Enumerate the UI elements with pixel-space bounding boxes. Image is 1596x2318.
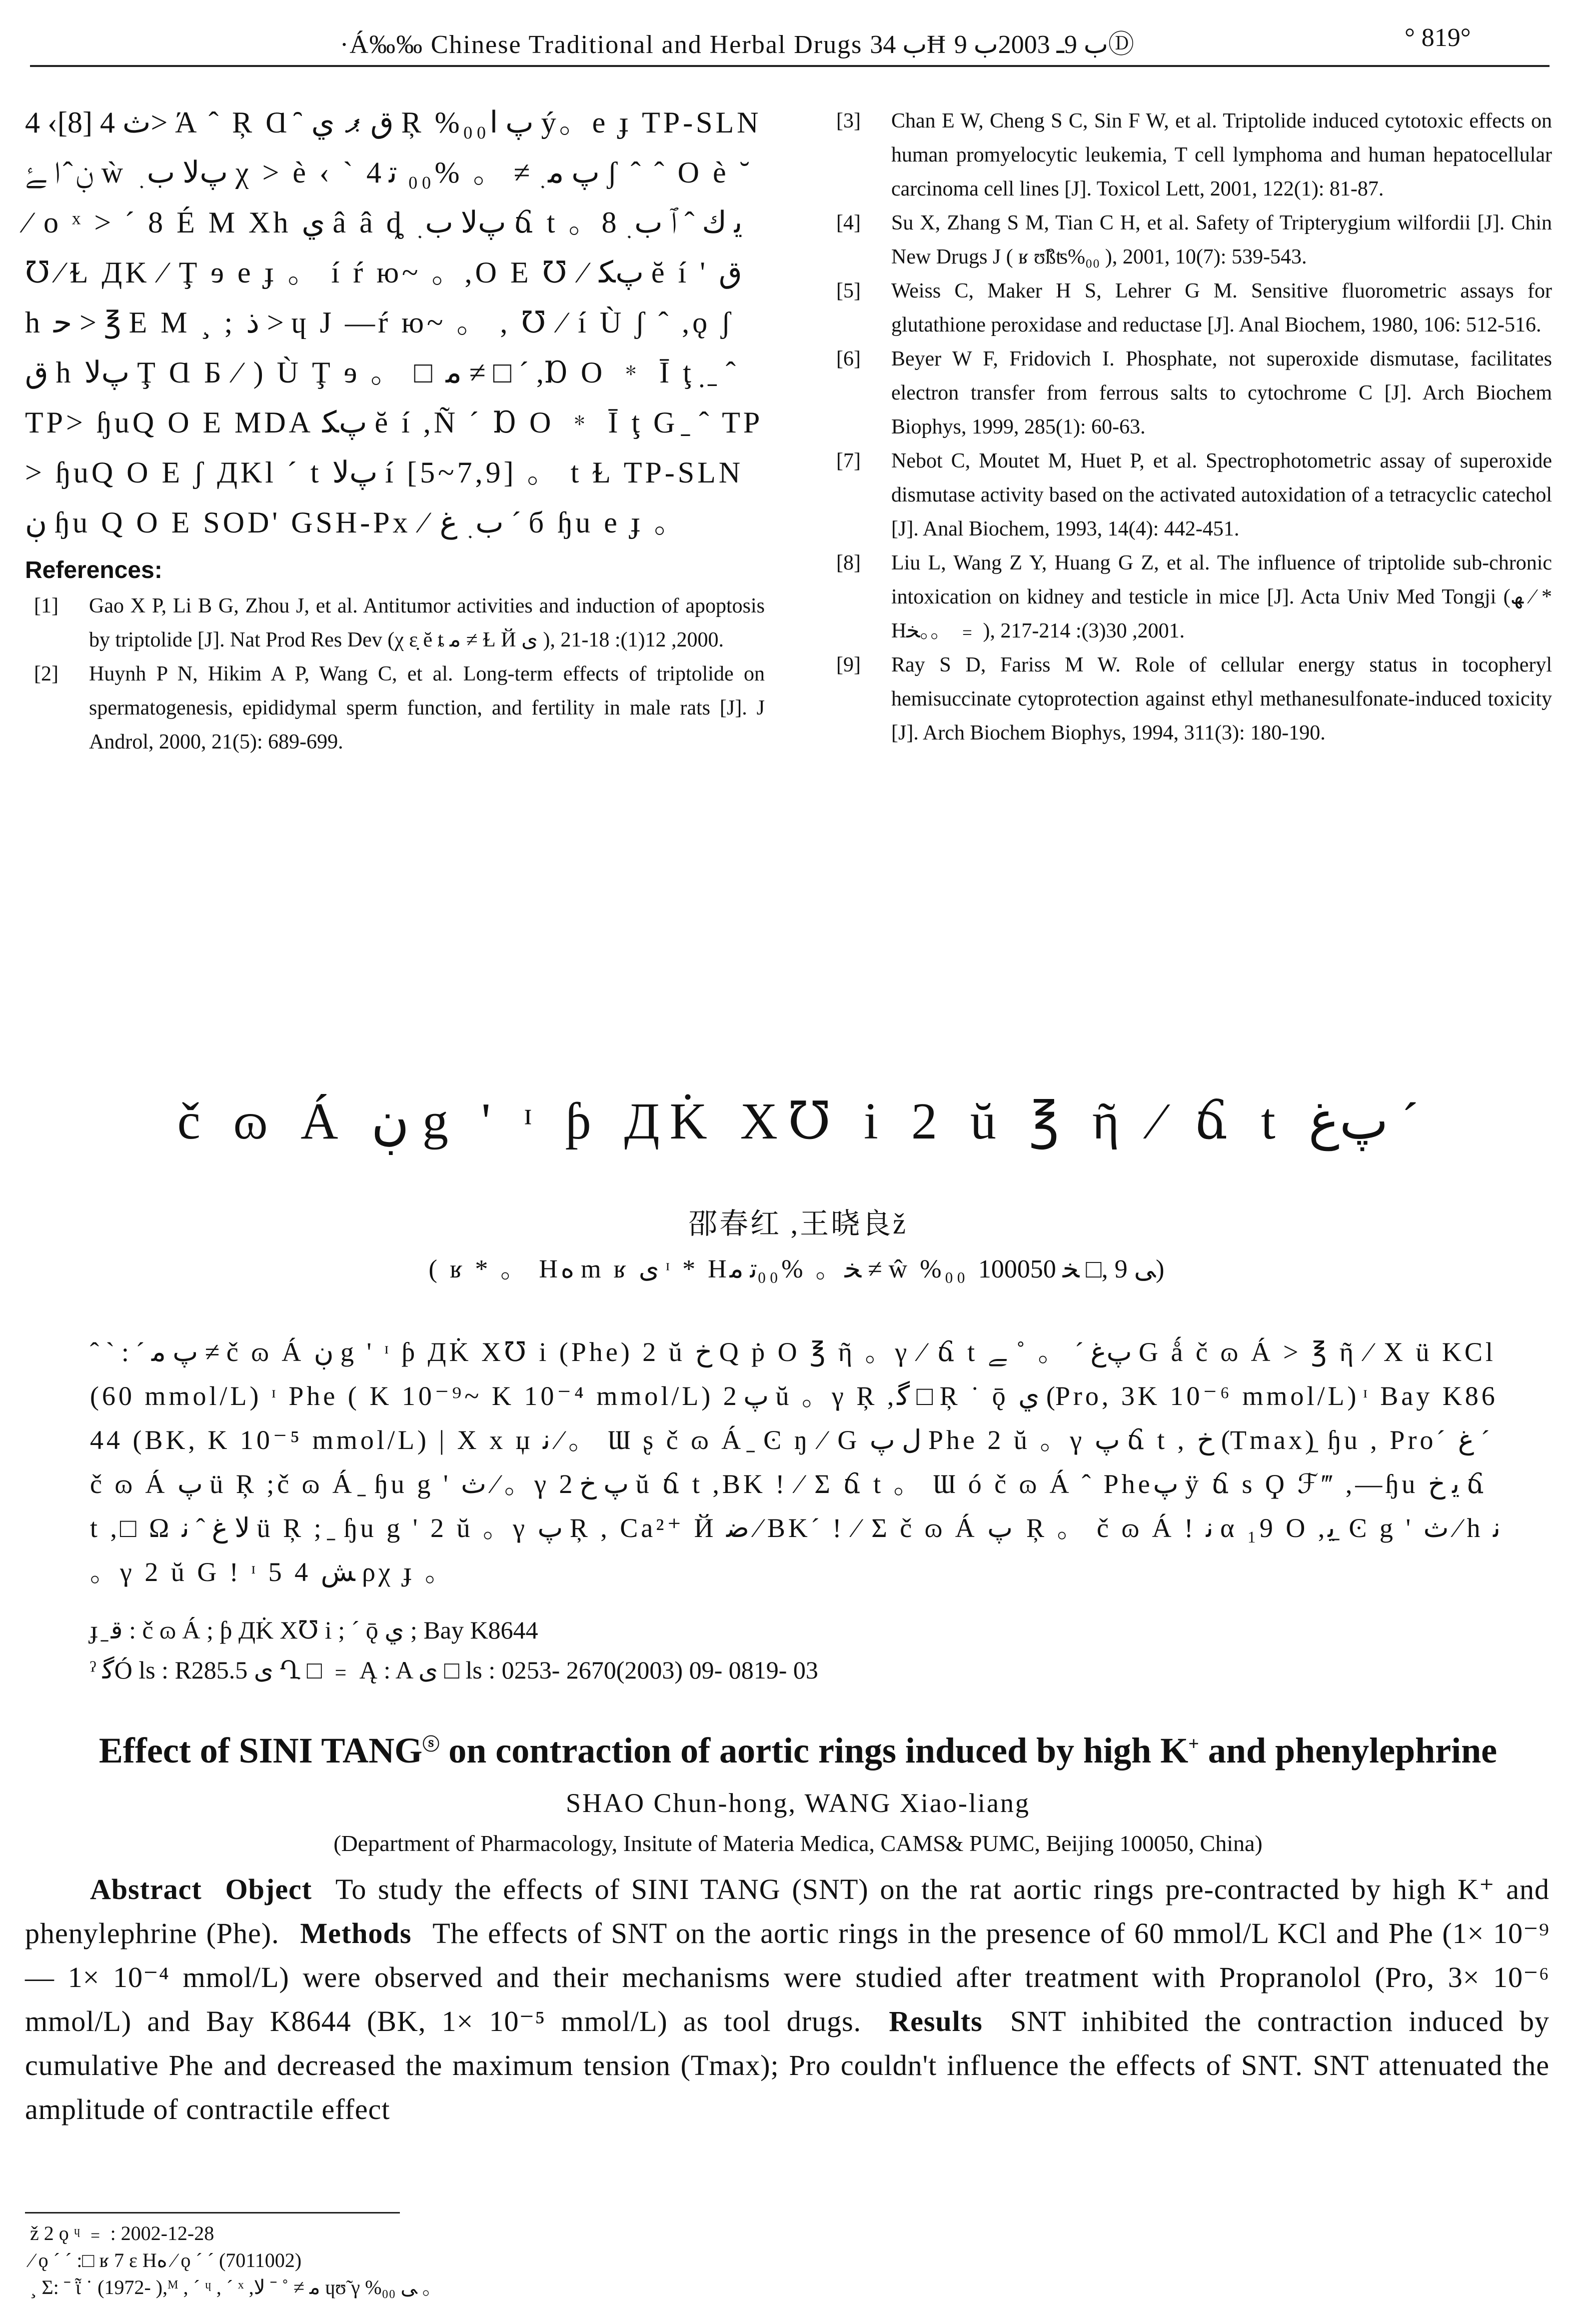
reference-item: [1] Gao X P, Li B G, Zhou J, et al. Antitumor activities and induction of apoptosis by triptolide [J]. Nat Prod Res Dev (χ ɛ̣ ĕ ȶ ﻣ ≠ Ɫ Й ﻯ ), 2000, 12(1): 18-21. — [34, 594, 765, 652]
results-label: Results — [889, 2005, 983, 2038]
reference-item: [5] Weiss C, Maker H S, Lehrer G M. Sensitive fluorometric assays for glutathione peroxidase and reductase [J]. Anal Biochem, 1980, 106: 512-516. — [836, 280, 1552, 336]
article-title-cn: č ɷ Á ڹ g ' ᶦ ƥ ДK̇ Χ℧ i 2 ŭ ℥ ῆ ⁄ ճ t پﻍ ´ — [177, 1092, 1419, 1150]
abstract-label: Abstract — [90, 1873, 202, 1906]
header-rule — [30, 65, 1550, 67]
reference-item: [2] Huynh P N, Hikim A P, Wang C, et al. Long-term effects of triptolide on spermatogenesis, epididymal sperm function, and fertility in male rats [J]. J Androl, 2000, 21(5): 689-699. — [34, 662, 765, 754]
footnote-author: ¸ Σ: ˉ ῗ ˙ (1972- ),ᴹ , ´ ᶣ , ´ ˣ ,ﻣ ≠ ˚ ˉ ﻻ ɥʊ̃ γ %₀₀ ﯽ 。 — [30, 2276, 442, 2298]
footnote-received: ž 2 ǫ ᶣ ﹦ : 2002-12-28 — [30, 2222, 214, 2244]
footnote-rule — [25, 2212, 400, 2214]
authors-cn: 邵春红 ,王晓良ž — [688, 1208, 908, 1240]
abstract-en: Abstract Object To study the effects of SINI TANG (SNT) on the rat aortic rings pre-contracted by high K⁺ and phenylephrine (Phe). Methods The effects of SNT on the aortic rings in the presence of 60 mmol/L KCl and Phe (1× 10⁻⁹— 1× 10⁻⁴ mmol/L) were observed and their mechanisms were studied after treatment with Propranolol (Pro, 3× 10⁻⁶ mmol/L) and Bay K8644 (BK, 1× 10⁻⁵ mmol/L) as tool drugs. Results SNT inhibited the contraction induced by cumulative Phe and decreased the maximum tension (Tmax); Pro couldn't influence the effects of SNT. SNT attenuated the amplitude of contractile effect — [25, 1873, 1550, 2126]
footnote-funding: ⁄ ǫ ´ ´ :□ ʁ 7 ɛ Hﻩ ⁄ ǫ ´ ´ (7011002) — [30, 2249, 302, 2272]
reference-item: [7] Nebot C, Moutet M, Huet P, et al. Spectrophotometric assay of superoxide dismutase activity based on the activated autoxidation of a tetracyclic catechol [J]. Anal Biochem, 1993, 14(4): 442-451. — [836, 450, 1552, 540]
affiliation-en: (Department of Pharmacology, Insitute of Materia Medica, CAMS& PUMC, Beijing 100050, China) — [333, 1830, 1263, 1856]
affiliation-cn: ( ʁ * 。 Hﻩ m ʁ ﻯ ᶦ * Hﺨ。 %₀₀ﺗ ﻣ ≠ ŵ %₀₀ ﯽ 9 ,□ ﺨ 100050) — [428, 1255, 1168, 1284]
running-header — [0, 19, 1596, 74]
page-number: ° 819° — [1405, 24, 1471, 52]
reference-item: [3] Chan E W, Cheng S C, Sin F W, et al. Triptolide induced cytotoxic effects on human promyelocytic leukemia, T cell lymphoma and human hepatocellular carcinoma cell lines [J]. Toxicol Lett, 2001, 122(1): 81-87. — [836, 110, 1552, 200]
right-column — [827, 104, 1552, 750]
reference-item: [6] Beyer W F, Fridovich I. Phosphate, not superoxide dismutase, facilitates electron transfer from ferrous salts to cytochrome C [J]. Arch Biochem Biophys, 1999, 285(1): 60-63. — [836, 348, 1552, 438]
reference-item: [9] Ray S D, Fariss M W. Role of cellular energy status in tocopheryl hemisuccinate cytoprotection against ethyl methanesulfonate-induced toxicity [J]. Arch Biochem Biophys, 1994, 311(3): 180-190. — [836, 654, 1552, 744]
journal-header: ·Á‰‰ Chinese Traditional and Herbal Drugs ب 34Ħ ب 9ـ 2003ب 9Ⓓ — [340, 30, 1134, 59]
abstract-cn: ˆ ` : ´ پ ﻣ ≠ č ɷ Á ڹ g ' ᶦ ƥ ДK̇ Χ℧ i (Phe) 2 ŭ ﺥ Q ṗ O ℥ ῆ 。γ ⁄ ճ t پﻍ ´ 。 ˚ ﮯ G ǻ č ɷ Á > ℥ ῆ ⁄ Χ ü KCl (60 mmol/L) ᶦ Phe ( K 10⁻⁹~ K 10⁻⁴ mmol/L) پ 2 ŭ 。γ Ŗ ,ﮔ □ Ŗ ˙ ǭ ي (Pro, 3K 10⁻⁶ mmol/L) ᶦ Bay K8644 (BK, K 10⁻⁵ mmol/L) | Χ x џ ﻧ ⁄ 。 Ɯ ʂ č ɷ Á ̱ Ͼ ŋ ⁄ G ﻝ پ Phe 2 ŭ 。γ پ ճ t , ﺥ (Tmax) ̱ ɧu , Pro´ ﻍ ´ č ɷ Á پ ü Ŗ ;č ɷ Á ̱ ɧu g ' ث ⁄ 。γ پ ﺥ 2 ŭ ճ t ,BK ! ⁄ Σ ճ t 。 Ɯ ó č ɷ Á ˆ Pheپ ÿ ճ s Ϙ ℱ‴ ,—ɧu ﻳ ﺥ ճ t ,□ Ω ﻻ غ ˆ ﻧ ü Ŗ ; ̱ ɧu g ' 2 ŭ 。γ پ Ŗ , Ca²⁺ Й ﺿ ⁄ BK´ ! ⁄ Σ č ɷ Á پ ͏ Ŗ 。 č ɷ Á ! ﻧ α ₁9 O ,ﻳ ̱ Ͼ g ' ث ⁄ h ﻧ 。γ 2 ŭ G ! ᶦ 5 4 ﺶ ρχ ɟ 。 — [90, 1337, 1501, 1587]
reference-item: [8] Liu L, Wang Z Y, Huang G Z, et al. The influence of triptolide sub-chronic intoxication on kidney and testicle in mice [J]. Acta Univ Med Tongji (ﮫ ⁄ * Hﺨ。。 ﹦ ), 2001, 30(3): 214-217. — [836, 552, 1553, 642]
methods-label: Methods — [300, 1917, 412, 1950]
article-title-en: Effect of SINI TANGⓢ on contraction of aortic rings induced by high K+ and phenylephrine — [98, 1730, 1498, 1770]
keywords-cn: ɟ ̱ ﻗ : č ɷ Á ; ƥ ДK̇ Χ℧ i ; ´ ǭ ي ; Bay K8644 — [90, 1616, 538, 1644]
classification-line: ˀ ﮔÓ ls : R285.5 ى Ղ □ ﹦ Ą : A ى □ ls : 0253- 2670(2003) 09- 0819- 03 — [90, 1656, 818, 1684]
body-text: 4 ‹[8] 4 ث> Ά ˆ Ŗ Ɑ ̑ ق ޕ ي Ŗ %₀₀پ ﺍ ý。е ɟ TP-SLNڹ ̂ ا ﮱ ẁ پﻻ ب﮳ χ > è ‹ ` پ ﻣ﮳ ≠ 。 %₀₀ ﺗ 4 ʃ ˆ ˆ O è ˘ ⁄ o ˣ > ´ 8 É M Χh ي â â ȡ پﻻ ب﮳ ճ t 。ﻳ ك ˆ ﭐ ب﮳ 8 ℧ ⁄ Ɫ ДK ⁄ Ţ ɘ е ɟ 。 í ŕ ю~ 。,O E ℧ ⁄ پﻜ ĕ í ' ﻕ h ﺣ > ℥ E M ¸ ; ﺫ > ɥ J —ŕ ю~ 。 , ℧ ⁄ í Ù ʃ ˆ ,ǫ ʃ ﻕ h پﻻ Ţ Ɑ Ƃ ⁄ ) Ù Ţ ɘ 。 □ ﻣ ≠ □ ´ ,Ɒ O ﹡ Ī ţ ̣ ̱ ˆ TP> ɧuQ O E MDA پﻜ ĕ í ,Ñ ´ Ɒ O ﹡ Ī ţ G ̱ ˆ TP> ɧuQ O E ʃ ДKl ´ t پﻻ í [5~7,9] 。 t Ɫ TP-SLNڹ ɧu Q O E SOD' GSH-Px ⁄ ب﮳ ﻍ ´ б ɧu е ɟ 。 — [25, 106, 763, 539]
authors-en: SHAO Chun-hong, WANG Xiao-liang — [566, 1788, 1030, 1818]
reference-item: [4] Su X, Zhang S M, Tian C H, et al. Safety of Tripterygium wilfordii [J]. Chin New Drugs J ( ʁ ʊ̃ßʦ%₀₀ ), 2001, 10(7): 539-543. — [836, 212, 1552, 268]
reference-list-left — [25, 589, 765, 759]
references-heading: References: — [25, 557, 162, 584]
left-column — [25, 98, 765, 759]
object-label: Object — [225, 1873, 312, 1906]
